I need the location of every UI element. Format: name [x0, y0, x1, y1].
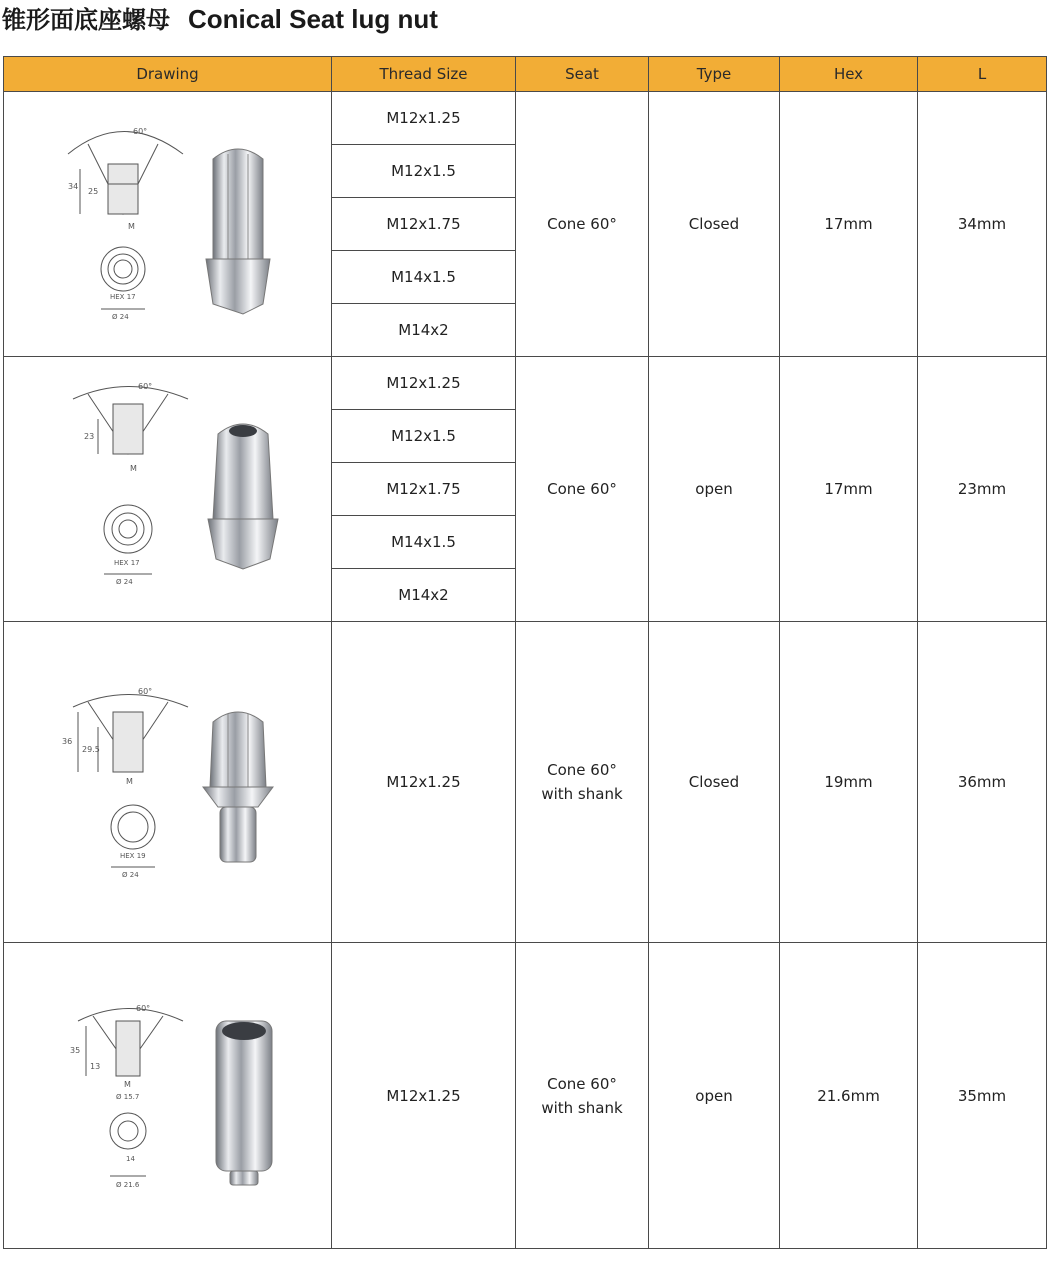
thread-size-cell: M14x2	[332, 304, 516, 357]
table-row	[4, 622, 1047, 943]
thread-size-cell: M14x1.5	[332, 516, 516, 569]
thread-size-cell: M12x1.25	[332, 357, 516, 410]
drawing-hex-label: HEX 17	[109, 293, 136, 301]
header-seat: Seat	[516, 57, 649, 92]
thread-size-cell: M14x2	[332, 569, 516, 622]
thread-size-cell: M12x1.25	[332, 622, 516, 943]
type-cell: Closed	[649, 92, 780, 357]
type-cell: open	[649, 357, 780, 622]
thread-size-cell: M12x1.5	[332, 410, 516, 463]
title-chinese: 锥形面底座螺母	[2, 6, 170, 34]
drawing-dim-label: 13	[89, 1061, 100, 1071]
chrome-nut-photo	[206, 149, 270, 314]
length-cell: 23mm	[918, 357, 1047, 622]
type-cell: Closed	[649, 622, 780, 943]
drawing-hex-label: HEX 17	[113, 559, 140, 567]
drawing-dim-label: 29.5	[81, 745, 100, 754]
drawing-dim-label: 36	[61, 737, 72, 746]
header-length: L	[918, 57, 1047, 92]
open-nut-drawing	[48, 379, 288, 599]
drawing-hex-label: HEX 19	[119, 852, 146, 860]
drawing-shank-label: Ø 15.7	[115, 1092, 139, 1101]
drawing-cell	[4, 357, 332, 622]
hex-cell: 17mm	[780, 357, 918, 622]
drawing-thread-label: M	[127, 222, 135, 231]
header-type: Type	[649, 57, 780, 92]
thread-size-cell: M12x1.75	[332, 198, 516, 251]
seat-cell	[516, 943, 649, 1249]
hex-cell: 19mm	[780, 622, 918, 943]
drawing-thread-label: M	[125, 777, 133, 786]
type-cell: open	[649, 943, 780, 1249]
drawing-dia-label: Ø 21.6	[115, 1180, 139, 1189]
seat-line: Cone 60°	[547, 1074, 617, 1093]
drawing-thread-label: M	[123, 1079, 131, 1089]
length-cell: 35mm	[918, 943, 1047, 1249]
table-row	[4, 943, 1047, 1249]
drawing-cell	[4, 92, 332, 357]
seat-cell: Cone 60°	[516, 357, 649, 622]
drawing-dia-label: Ø 24	[121, 871, 139, 879]
length-cell: 34mm	[918, 92, 1047, 357]
drawing-dim-label: 25	[87, 187, 98, 196]
drawing-angle-label: 60°	[137, 687, 152, 696]
drawing-dim-label: 34	[67, 182, 78, 191]
drawing-dim-label: 35	[69, 1045, 80, 1055]
drawing-cell	[4, 943, 332, 1249]
table-row	[4, 92, 1047, 145]
closed-nut-drawing	[48, 114, 288, 334]
chrome-nut-photo	[216, 1021, 272, 1185]
seat-cell	[516, 622, 649, 943]
drawing-angle-label: 60°	[132, 127, 147, 136]
thread-size-cell: M14x1.5	[332, 251, 516, 304]
hex-cell: 21.6mm	[780, 943, 918, 1249]
seat-line: with shank	[541, 1098, 623, 1117]
drawing-dia-label: Ø 24	[115, 578, 133, 586]
thread-size-cell: M12x1.25	[332, 943, 516, 1249]
drawing-cell	[4, 622, 332, 943]
shank-nut-drawing	[48, 682, 288, 882]
drawing-angle-label: 60°	[135, 1003, 150, 1013]
chrome-nut-photo	[203, 712, 273, 862]
header-hex: Hex	[780, 57, 918, 92]
seat-line: with shank	[541, 785, 623, 803]
spline-nut-drawing	[48, 1001, 288, 1191]
drawing-dia-label: Ø 24	[111, 313, 129, 321]
thread-size-cell: M12x1.25	[332, 92, 516, 145]
header-thread-size: Thread Size	[332, 57, 516, 92]
header-row	[4, 57, 1047, 92]
length-cell: 36mm	[918, 622, 1047, 943]
seat-cell: Cone 60°	[516, 92, 649, 357]
hex-cell: 17mm	[780, 92, 918, 357]
thread-size-cell: M12x1.75	[332, 463, 516, 516]
table-row	[4, 357, 1047, 410]
seat-line: Cone 60°	[547, 761, 617, 779]
page-title	[2, 0, 438, 40]
title-english: Conical Seat lug nut	[188, 4, 438, 34]
drawing-hex-label: 14	[125, 1154, 135, 1163]
drawing-thread-label: M	[129, 464, 137, 473]
drawing-angle-label: 60°	[137, 382, 152, 391]
thread-size-cell: M12x1.5	[332, 145, 516, 198]
chrome-nut-photo	[208, 424, 278, 569]
spec-table	[3, 56, 1047, 1249]
drawing-dim-label: 23	[83, 432, 94, 441]
header-drawing: Drawing	[4, 57, 332, 92]
